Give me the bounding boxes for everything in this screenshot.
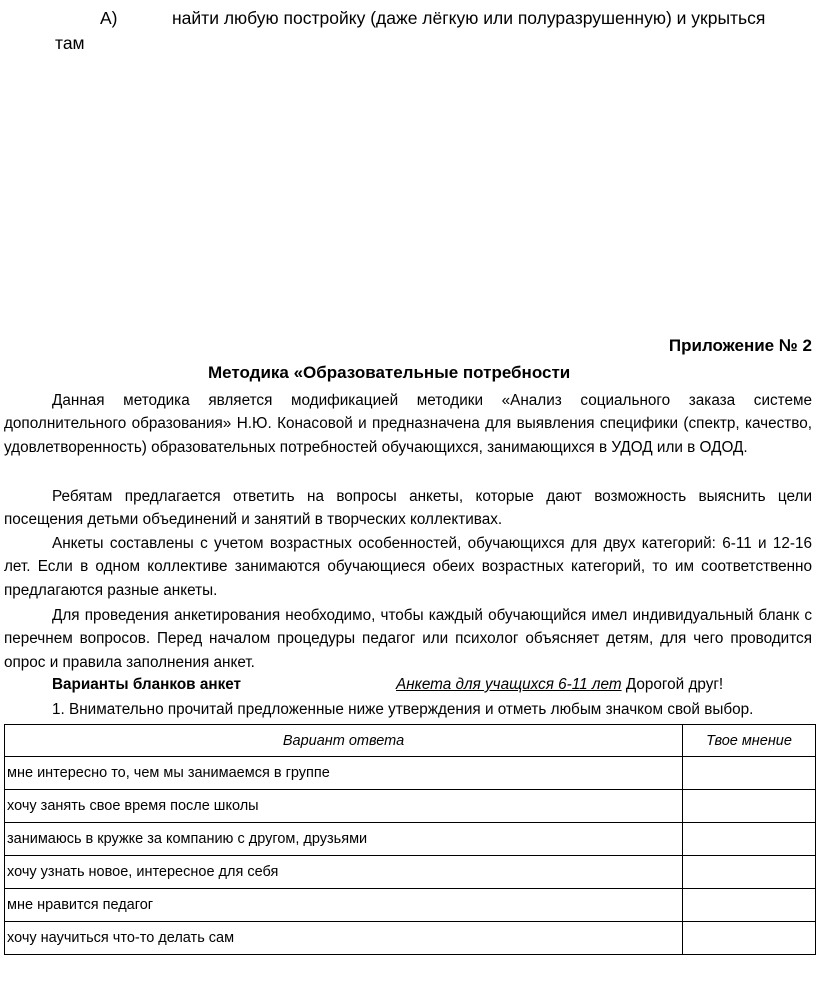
variants-heading <box>52 676 241 694</box>
table-row <box>5 757 816 790</box>
paragraph-text: Ребятам предлагается ответить на вопросы анкеты, которые дают возможность выяснить цели посещения детьми объединений и занятий в творческих коллективах. <box>4 488 812 529</box>
opinion-cell[interactable] <box>683 790 816 823</box>
greeting: Дорогой друг! <box>621 676 724 693</box>
answer-option: мне интересно то, чем мы занимаемся в группе <box>5 757 683 790</box>
opinion-cell[interactable] <box>683 757 816 790</box>
paragraph-text: Для проведения анкетирования необходимо, чтобы каждый обучающийся имел индивидуальный бланк с перечнем вопросов. Перед началом процедуры педагог или психолог объясняет детям, для чего проводится опрос и правила заполнения анкет. <box>4 607 812 671</box>
table-row <box>5 889 816 922</box>
instruction-text: 1. Внимательно прочитай предложенные ниже утверждения и отметь любым значком свой выбор. <box>52 701 754 718</box>
answer-option: хочу научиться что-то делать сам <box>5 922 683 955</box>
paragraph-text: Данная методика является модификацией методики «Анализ социального заказа системе дополнительного образования» Н.Ю. Конасовой и предназначена для выявления специфики (спектр, качество, удовлетворенность) образовательных потребностей обучающихся, занимающихся в УДОД или в ОДОД. <box>4 392 812 456</box>
paragraph-text: Анкеты составлены с учетом возрастных особенностей, обучающихся для двух категорий: 6-11 и 12-16 лет. Если в одном коллективе занимаются обучающиеся обеих возрастных категорий, то им соответственно предлагаются разные анкеты. <box>4 535 812 599</box>
header-answer-option: Вариант ответа <box>5 725 683 757</box>
answer-option: хочу занять свое время после школы <box>5 790 683 823</box>
table-row <box>5 856 816 889</box>
questionnaire-title: Анкета для учащихся 6-11 лет <box>396 676 622 693</box>
table-row <box>5 922 816 955</box>
opinion-cell[interactable] <box>683 823 816 856</box>
survey-table <box>4 724 816 955</box>
list-marker: А) <box>100 8 118 28</box>
answer-option: мне нравится педагог <box>5 889 683 922</box>
opinion-cell[interactable] <box>683 856 816 889</box>
table-row <box>5 823 816 856</box>
paragraph-1 <box>4 389 812 459</box>
questionnaire-heading <box>396 676 723 694</box>
list-item-text-continued: там <box>55 33 85 53</box>
answer-option: хочу узнать новое, интересное для себя <box>5 856 683 889</box>
paragraph-4 <box>4 604 812 674</box>
list-item-text: найти любую постройку (даже лёгкую или полуразрушенную) и укрыться <box>172 8 766 28</box>
appendix-heading: Приложение № 2 <box>668 336 812 355</box>
paragraph-3 <box>4 532 812 602</box>
answer-option: занимаюсь в кружке за компанию с другом, друзьями <box>5 823 683 856</box>
table-row <box>5 790 816 823</box>
opinion-cell[interactable] <box>683 922 816 955</box>
table-header-row <box>5 725 816 757</box>
method-title: Методика «Образовательные потребности <box>208 363 571 382</box>
header-your-opinion: Твое мнение <box>683 725 816 757</box>
paragraph-2 <box>4 485 812 532</box>
variants-label: Варианты бланков анкет <box>52 676 242 693</box>
opinion-cell[interactable] <box>683 889 816 922</box>
